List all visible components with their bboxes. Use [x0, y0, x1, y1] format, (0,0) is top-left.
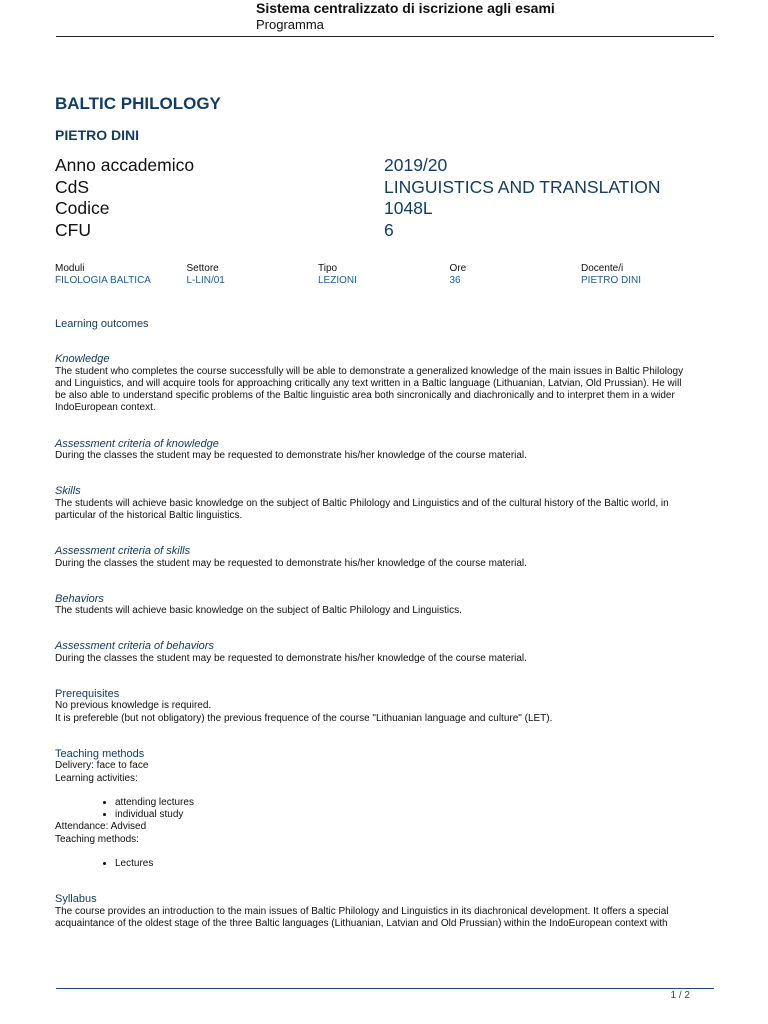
info-label: Anno accademico	[55, 155, 195, 176]
info-value: 2019/20	[384, 155, 448, 176]
assess-skills-heading: Assessment criteria of skills	[55, 545, 191, 558]
modules-header: Docente/i	[581, 263, 624, 274]
modules-header: Ore	[449, 263, 467, 274]
syllabus-line: acquaintance of the oldest stage of the three Baltic languages (Lithuanian, Latvian and Old Prussian) within the IndoEuropean context with	[55, 917, 668, 929]
teaching-methods-label: Teaching methods:	[55, 833, 139, 845]
page-number: 1 / 2	[670, 990, 690, 1001]
assess-knowledge-text: During the classes the student may be requested to demonstrate his/her knowledge of the course material.	[55, 450, 527, 462]
behaviors-heading: Behaviors	[55, 592, 104, 605]
teaching-methods-heading: Teaching methods	[55, 747, 145, 760]
module-type: LEZIONI	[318, 275, 357, 286]
learning-activities-label: Learning activities:	[55, 772, 138, 784]
knowledge-line: be also able to understand specific problems of the Baltic linguistic area both sincronically and diachronically and to interpret them in a wider	[55, 390, 675, 402]
assess-skills-text: During the classes the student may be requested to demonstrate his/her knowledge of the course material.	[55, 557, 527, 569]
assess-behaviors-text: During the classes the student may be requested to demonstrate his/her knowledge of the course material.	[55, 652, 527, 664]
behaviors-text: The students will achieve basic knowledge on the subject of Baltic Philology and Linguistics.	[55, 605, 462, 617]
assess-knowledge-heading: Assessment criteria of knowledge	[55, 437, 219, 450]
info-label: CdS	[55, 176, 90, 197]
info-row	[55, 220, 715, 242]
prerequisites-line: No previous knowledge is required.	[55, 700, 212, 712]
knowledge-line: and Linguistics, and will acquire tools for approaching critically any text written in a Baltic language (Lithuanian, Latvian, Old Prussian). He will	[55, 377, 682, 389]
modules-header: Tipo	[318, 263, 338, 274]
course-description	[55, 318, 705, 930]
info-label: Codice	[55, 198, 110, 219]
header-divider	[56, 36, 714, 37]
info-label: CFU	[55, 219, 91, 240]
modules-header-row	[55, 263, 715, 274]
module-teacher: PIETRO DINI	[581, 275, 642, 286]
info-value: LINGUISTICS AND TRANSLATION	[384, 176, 661, 197]
page-header	[256, 0, 555, 33]
modules-row	[55, 274, 715, 286]
module-hours: 36	[449, 275, 461, 286]
assess-behaviors-heading: Assessment criteria of behaviors	[55, 640, 214, 653]
course-title: BALTIC PHILOLOGY	[55, 94, 221, 113]
module-name: FILOLOGIA BALTICA	[55, 275, 151, 286]
info-row	[55, 177, 715, 199]
skills-heading: Skills	[55, 485, 81, 498]
info-row	[55, 155, 715, 177]
syllabus-heading: Syllabus	[55, 893, 97, 906]
modules-table	[55, 263, 715, 286]
info-row	[55, 198, 715, 220]
teacher-name: PIETRO DINI	[55, 127, 140, 143]
knowledge-heading: Knowledge	[55, 353, 110, 366]
learning-activities-list	[55, 797, 705, 822]
knowledge-line: IndoEuropean context.	[55, 402, 156, 414]
info-value: 1048L	[384, 198, 433, 219]
attendance-text: Attendance: Advised	[55, 821, 147, 833]
module-sector: L-LIN/01	[186, 275, 225, 286]
learning-outcomes-heading: Learning outcomes	[55, 318, 149, 330]
list-item: • attending lectures	[115, 797, 705, 809]
modules-header: Moduli	[55, 263, 85, 274]
skills-line: The students will achieve basic knowledge on the subject of Baltic Philology and Linguistics and of the cultural history of the Baltic world, in	[55, 497, 669, 509]
info-value: 6	[384, 219, 394, 240]
course-info	[55, 155, 715, 241]
modules-header: Settore	[186, 263, 219, 274]
system-subtitle: Programma	[256, 17, 324, 32]
skills-line: particular of the historical Baltic linguistics.	[55, 509, 243, 521]
system-title: Sistema centralizzato di iscrizione agli esami	[256, 0, 555, 16]
prerequisites-line: It is prefereble (but not obligatory) the previous frequence of the course "Lithuanian language and culture" (LET).	[55, 712, 553, 724]
knowledge-line: The student who completes the course successfully will be able to demonstrate a generalized knowledge of the main issues in Baltic Philology	[55, 365, 684, 377]
list-item: • Lectures	[115, 858, 705, 870]
list-item: • individual study	[115, 809, 705, 821]
teaching-methods-list	[55, 858, 705, 870]
teaching-delivery: Delivery: face to face	[55, 760, 149, 772]
prerequisites-heading: Prerequisites	[55, 688, 120, 701]
footer-divider	[56, 988, 714, 989]
syllabus-line: The course provides an introduction to the main issues of Baltic Philology and Linguistics in its diachronical development. It offers a special	[55, 905, 669, 917]
